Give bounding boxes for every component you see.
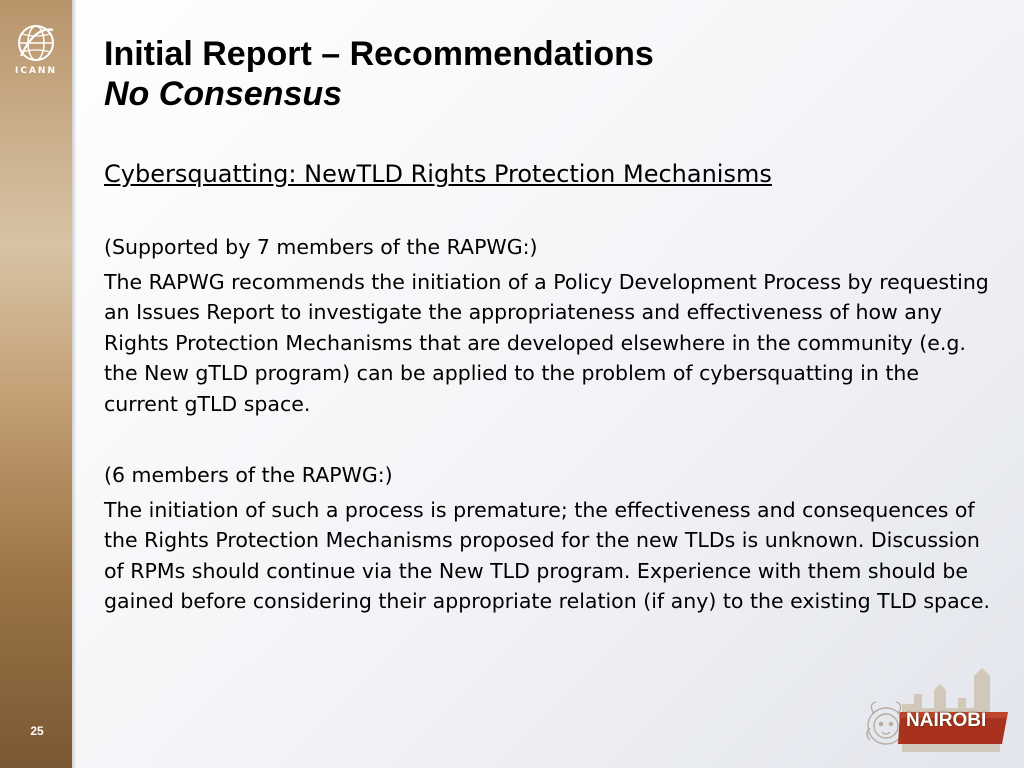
globe-icon — [15, 22, 57, 64]
section-2-body: The initiation of such a process is premature; the effectiveness and consequences of the Rights Protection Mechanisms proposed for the new TLDs is unknown. Discussion of RPMs should continue via the New TLD program. Experience with them should be gained before considering their appropriate relation (if any) to the existing TLD space. — [104, 497, 991, 613]
slide-content — [104, 156, 994, 621]
section-subtitle: Cybersquatting: NewTLD Rights Protection Mechanisms — [104, 160, 772, 188]
section-1-heading: (Supported by 7 members of the RAPWG:) — [104, 235, 538, 259]
sidebar-edge — [72, 0, 76, 768]
nairobi-logo — [862, 664, 1012, 756]
nairobi-logo-text: NAIROBI — [906, 710, 987, 731]
section-gap — [104, 423, 994, 460]
title-line-sub: No Consensus — [104, 75, 343, 113]
title-line-main: Initial Report – Recommendations — [104, 35, 654, 73]
slide-title — [104, 34, 984, 114]
section-1-body: The RAPWG recommends the initiation of a Policy Development Process by requesting an Issues Report to investigate the appropriateness and effectiveness of how any Rights Protection Mechanisms that are developed elsewhere in the community (e.g. the New gTLD program) can be applied to the problem of cybersquatting in the current gTLD space. — [104, 269, 989, 416]
slide-number: 25 — [30, 724, 44, 738]
sidebar-decoration — [0, 0, 72, 768]
icann-logo-text: ICANN — [15, 66, 57, 76]
icann-logo — [8, 22, 64, 82]
section-2-heading: (6 members of the RAPWG:) — [104, 463, 393, 487]
